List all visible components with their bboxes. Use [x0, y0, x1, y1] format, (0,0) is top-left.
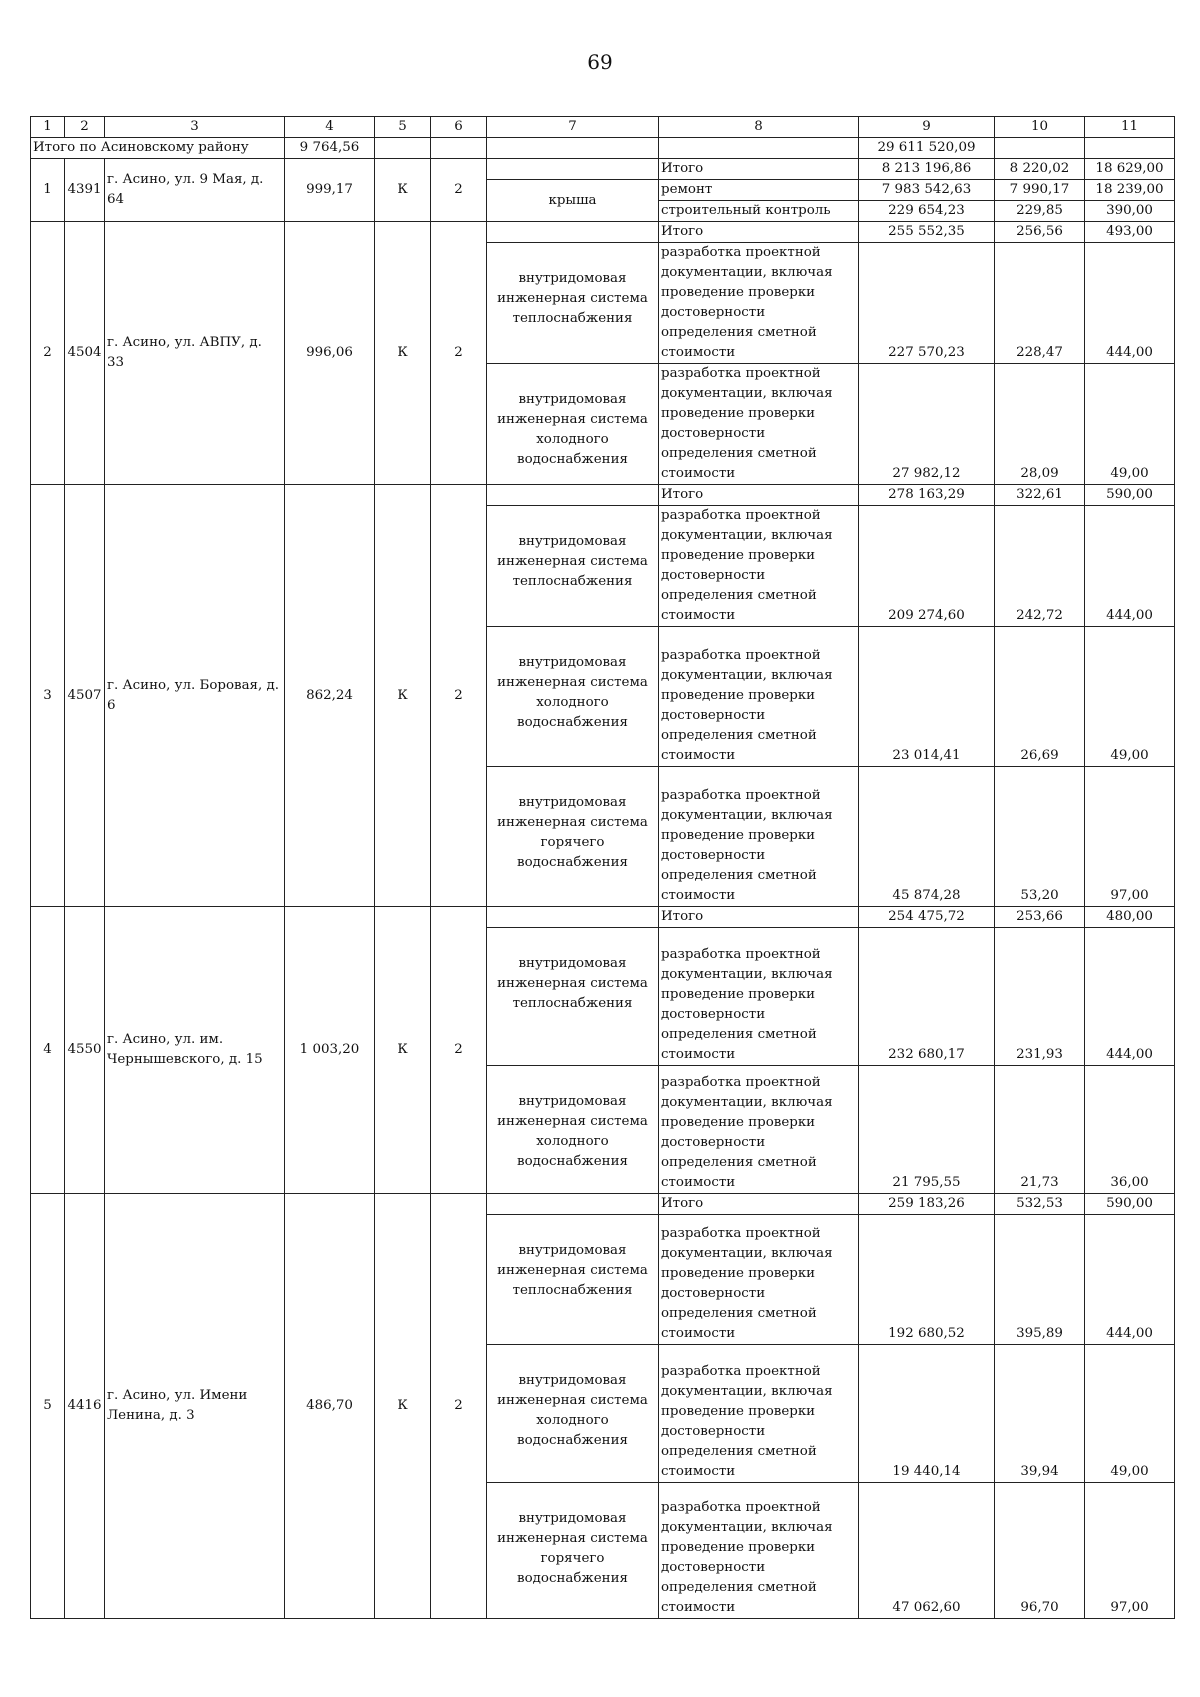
house-id: 4391: [65, 159, 105, 222]
value-9: 229 654,23: [859, 201, 995, 222]
col-header: 4: [285, 117, 375, 138]
value-11: 97,00: [1085, 1483, 1175, 1619]
work-name: разработка проектной документации, включая проведение проверки достоверности определения сметной стоимости: [659, 506, 859, 627]
col-header: 3: [105, 117, 285, 138]
value-9: 23 014,41: [859, 627, 995, 767]
itogo-label: Итого: [659, 1194, 859, 1215]
value-11: 444,00: [1085, 506, 1175, 627]
itogo-v10: 253,66: [995, 907, 1085, 928]
itogo-v9: 259 183,26: [859, 1194, 995, 1215]
house-address: г. Асино, ул. им. Чернышевского, д. 15: [105, 907, 285, 1194]
work-name: разработка проектной документации, включая проведение проверки достоверности определения сметной стоимости: [659, 1483, 859, 1619]
value-9: 47 062,60: [859, 1483, 995, 1619]
itogo-v10: 8 220,02: [995, 159, 1085, 180]
house-id: 4550: [65, 907, 105, 1194]
col-header: 2: [65, 117, 105, 138]
col-header: 8: [659, 117, 859, 138]
district-total-row: [31, 138, 1175, 159]
system-name: внутридомовая инженерная система теплоснабжения: [487, 1215, 659, 1345]
house-area: 862,24: [285, 485, 375, 907]
system-name: внутридомовая инженерная система холодного водоснабжения: [487, 364, 659, 485]
work-name: разработка проектной документации, включая проведение проверки достоверности определения сметной стоимости: [659, 767, 859, 907]
col-header: 6: [431, 117, 487, 138]
system-name: внутридомовая инженерная система холодного водоснабжения: [487, 627, 659, 767]
itogo-v9: 278 163,29: [859, 485, 995, 506]
row-number: 4: [31, 907, 65, 1194]
system-name: внутридомовая инженерная система горячего водоснабжения: [487, 1483, 659, 1619]
itogo-label: Итого: [659, 485, 859, 506]
system-name: внутридомовая инженерная система холодного водоснабжения: [487, 1066, 659, 1194]
value-9: 227 570,23: [859, 243, 995, 364]
value-11: 444,00: [1085, 928, 1175, 1066]
value-9: 21 795,55: [859, 1066, 995, 1194]
house-area: 996,06: [285, 222, 375, 485]
value-10: 395,89: [995, 1215, 1085, 1345]
house-area: 999,17: [285, 159, 375, 222]
itogo-label: Итого: [659, 159, 859, 180]
value-10: 96,70: [995, 1483, 1085, 1619]
category: К: [375, 1194, 431, 1619]
count: 2: [431, 485, 487, 907]
work-name: разработка проектной документации, включая проведение проверки достоверности определения сметной стоимости: [659, 364, 859, 485]
value-11: 444,00: [1085, 243, 1175, 364]
table-row: [31, 1194, 1175, 1215]
value-10: 228,47: [995, 243, 1085, 364]
category: К: [375, 159, 431, 222]
district-total-area: 9 764,56: [285, 138, 375, 159]
col-header: 11: [1085, 117, 1175, 138]
value-9: 45 874,28: [859, 767, 995, 907]
house-id: 4504: [65, 222, 105, 485]
col-header: 1: [31, 117, 65, 138]
house-id: 4507: [65, 485, 105, 907]
count: 2: [431, 222, 487, 485]
table-row: [31, 485, 1175, 506]
itogo-v11: 480,00: [1085, 907, 1175, 928]
col-header: 10: [995, 117, 1085, 138]
itogo-v9: 8 213 196,86: [859, 159, 995, 180]
value-11: 18 239,00: [1085, 180, 1175, 201]
system-name: внутридомовая инженерная система теплоснабжения: [487, 243, 659, 364]
system-name: крыша: [487, 180, 659, 222]
itogo-v11: 493,00: [1085, 222, 1175, 243]
value-10: 231,93: [995, 928, 1085, 1066]
value-10: 242,72: [995, 506, 1085, 627]
work-name: разработка проектной документации, включая проведение проверки достоверности определения сметной стоимости: [659, 1066, 859, 1194]
category: К: [375, 485, 431, 907]
work-name: ремонт: [659, 180, 859, 201]
value-10: 26,69: [995, 627, 1085, 767]
system-name: внутридомовая инженерная система горячего водоснабжения: [487, 767, 659, 907]
count: 2: [431, 907, 487, 1194]
col-header: 9: [859, 117, 995, 138]
header-row: [31, 117, 1175, 138]
value-9: 192 680,52: [859, 1215, 995, 1345]
itogo-v10: 532,53: [995, 1194, 1085, 1215]
table-row: [31, 907, 1175, 928]
work-name: разработка проектной документации, включая проведение проверки достоверности определения сметной стоимости: [659, 1215, 859, 1345]
house-area: 1 003,20: [285, 907, 375, 1194]
itogo-v10: 256,56: [995, 222, 1085, 243]
itogo-v9: 255 552,35: [859, 222, 995, 243]
value-10: 7 990,17: [995, 180, 1085, 201]
itogo-v11: 590,00: [1085, 485, 1175, 506]
value-10: 229,85: [995, 201, 1085, 222]
work-name: разработка проектной документации, включая проведение проверки достоверности определения сметной стоимости: [659, 627, 859, 767]
system-name: внутридомовая инженерная система теплоснабжения: [487, 506, 659, 627]
value-9: 7 983 542,63: [859, 180, 995, 201]
house-address: г. Асино, ул. Боровая, д. 6: [105, 485, 285, 907]
value-9: 27 982,12: [859, 364, 995, 485]
house-area: 486,70: [285, 1194, 375, 1619]
row-number: 2: [31, 222, 65, 485]
value-10: 28,09: [995, 364, 1085, 485]
table-row: [31, 222, 1175, 243]
value-9: 209 274,60: [859, 506, 995, 627]
category: К: [375, 907, 431, 1194]
work-name: разработка проектной документации, включая проведение проверки достоверности определения сметной стоимости: [659, 928, 859, 1066]
row-number: 1: [31, 159, 65, 222]
system-name: внутридомовая инженерная система холодного водоснабжения: [487, 1345, 659, 1483]
district-total-label: Итого по Асиновскому району: [31, 138, 285, 159]
work-name: разработка проектной документации, включая проведение проверки достоверности определения сметной стоимости: [659, 243, 859, 364]
value-11: 49,00: [1085, 1345, 1175, 1483]
row-number: 5: [31, 1194, 65, 1619]
count: 2: [431, 159, 487, 222]
page-number: 69: [587, 50, 613, 74]
value-10: 21,73: [995, 1066, 1085, 1194]
table-row: [31, 159, 1175, 180]
col-header: 5: [375, 117, 431, 138]
value-11: 36,00: [1085, 1066, 1175, 1194]
col-header: 7: [487, 117, 659, 138]
itogo-v10: 322,61: [995, 485, 1085, 506]
count: 2: [431, 1194, 487, 1619]
value-11: 444,00: [1085, 1215, 1175, 1345]
row-number: 3: [31, 485, 65, 907]
house-id: 4416: [65, 1194, 105, 1619]
category: К: [375, 222, 431, 485]
value-11: 49,00: [1085, 364, 1175, 485]
itogo-label: Итого: [659, 222, 859, 243]
value-11: 97,00: [1085, 767, 1175, 907]
house-address: г. Асино, ул. Имени Ленина, д. 3: [105, 1194, 285, 1619]
value-10: 39,94: [995, 1345, 1085, 1483]
works-table: [30, 116, 1175, 1619]
house-address: г. Асино, ул. 9 Мая, д. 64: [105, 159, 285, 222]
itogo-v9: 254 475,72: [859, 907, 995, 928]
value-9: 19 440,14: [859, 1345, 995, 1483]
value-11: 49,00: [1085, 627, 1175, 767]
itogo-label: Итого: [659, 907, 859, 928]
itogo-v11: 18 629,00: [1085, 159, 1175, 180]
work-name: строительный контроль: [659, 201, 859, 222]
house-address: г. Асино, ул. АВПУ, д. 33: [105, 222, 285, 485]
value-9: 232 680,17: [859, 928, 995, 1066]
value-10: 53,20: [995, 767, 1085, 907]
work-name: разработка проектной документации, включая проведение проверки достоверности определения сметной стоимости: [659, 1345, 859, 1483]
system-name: внутридомовая инженерная система теплоснабжения: [487, 928, 659, 1066]
itogo-v11: 590,00: [1085, 1194, 1175, 1215]
district-total-sum: 29 611 520,09: [859, 138, 995, 159]
value-11: 390,00: [1085, 201, 1175, 222]
